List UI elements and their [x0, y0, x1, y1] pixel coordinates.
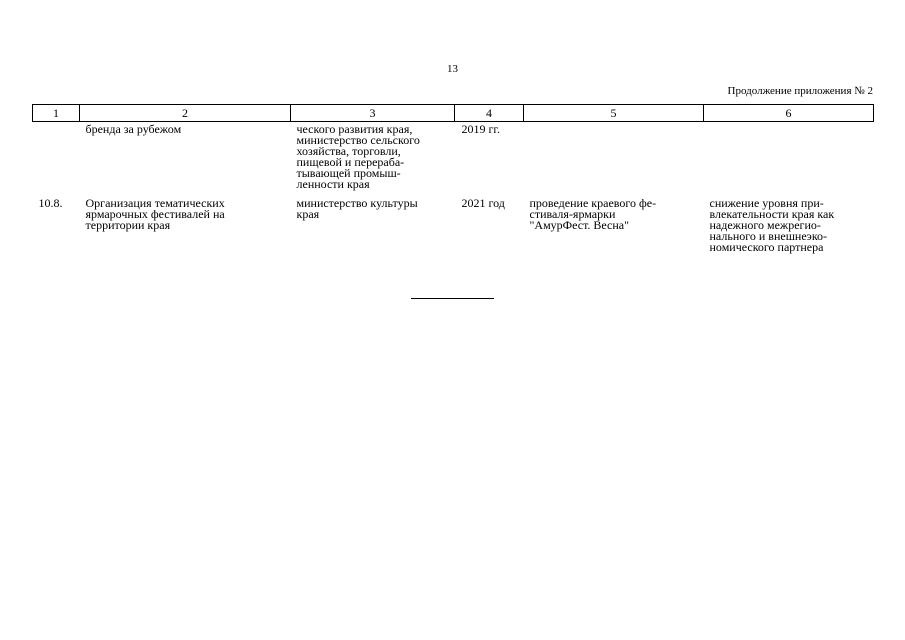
result-cell: [524, 122, 704, 199]
activity-text-line: бренда за рубежом: [85, 122, 182, 136]
table-row-10-8: [33, 198, 874, 253]
activity-cell: [80, 122, 291, 199]
appendix-continuation-label: Продолжение приложения № 2: [727, 85, 873, 97]
risk-text-line: влекательности края как: [709, 207, 835, 221]
result-text-line: "АмурФест. Весна": [529, 218, 630, 232]
activity-text-line: территории края: [85, 218, 171, 232]
executor-text-line: края: [296, 207, 320, 221]
result-text-line: проведение краевого фе-: [529, 196, 657, 210]
end-of-table-rule: [411, 298, 494, 299]
result-cell: [524, 198, 704, 253]
activity-cell: [80, 198, 291, 253]
risk-cell: [704, 198, 874, 253]
column-header-5: 5: [524, 105, 704, 122]
risk-cell: [704, 122, 874, 199]
executor-text-line: хозяйства, торговли,: [296, 144, 401, 158]
activity-text-line: ярмарочных фестивалей на: [85, 207, 225, 221]
executor-text-line: тывающей промыш-: [296, 166, 401, 180]
item-number: 10.8.: [38, 196, 63, 210]
column-header-4: 4: [455, 105, 524, 122]
table-row-continued: [33, 122, 874, 199]
term-cell: [455, 198, 524, 253]
column-number-header-row: [33, 105, 874, 122]
result-text-line: стиваля-ярмарки: [529, 207, 616, 221]
executor-text-line: пищевой и перераба-: [296, 155, 405, 169]
item-number-cell: [33, 122, 80, 199]
column-header-6: 6: [704, 105, 874, 122]
risk-text-line: снижение уровня при-: [709, 196, 824, 210]
executor-cell: [291, 198, 455, 253]
risk-text-line: нального и внешнеэко-: [709, 229, 828, 243]
term-text-line: 2021 год: [461, 196, 505, 210]
executor-cell: [291, 122, 455, 199]
activities-table: [32, 104, 874, 253]
column-header-2: 2: [80, 105, 291, 122]
risk-text-line: номического партнера: [709, 240, 824, 254]
executor-text-line: министерство сельского: [296, 133, 420, 147]
executor-text-line: министерство культуры: [296, 196, 418, 210]
term-text-line: 2019 гг.: [461, 122, 500, 136]
item-number-cell: [33, 198, 80, 253]
page-number: 13: [447, 63, 458, 75]
executor-text-line: ленности края: [296, 177, 370, 191]
risk-text-line: надежного межрегио-: [709, 218, 821, 232]
executor-text-line: ческого развития края,: [296, 122, 413, 136]
column-header-1: 1: [33, 105, 80, 122]
term-cell: [455, 122, 524, 199]
column-header-3: 3: [291, 105, 455, 122]
activity-text-line: Организация тематических: [85, 196, 225, 210]
